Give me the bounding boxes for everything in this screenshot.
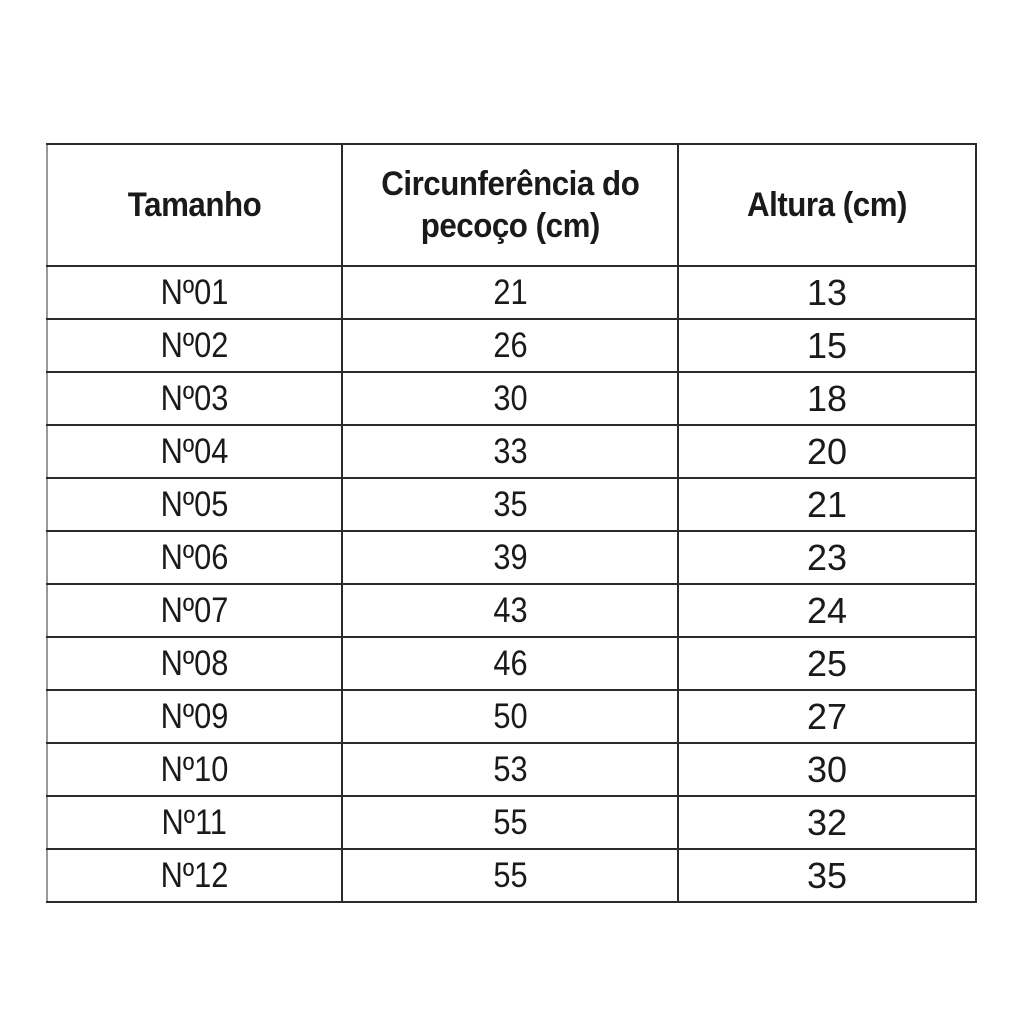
cell-height: [678, 584, 976, 637]
table-row: [47, 266, 976, 319]
table-body: [47, 266, 976, 902]
size-value: Nº04: [160, 431, 229, 471]
table-header: [47, 144, 976, 266]
header-neck-line2: pecoço (cm): [420, 207, 600, 245]
table-row: [47, 478, 976, 531]
table-row: [47, 372, 976, 425]
height-value: 18: [806, 377, 848, 419]
header-neck-label: [381, 163, 639, 248]
cell-size: [47, 743, 342, 796]
neck-value: 50: [492, 696, 528, 736]
cell-neck: [342, 637, 678, 690]
height-value: 35: [806, 854, 848, 896]
cell-height: [678, 849, 976, 902]
cell-height: [678, 743, 976, 796]
cell-size: [47, 319, 342, 372]
cell-neck: [342, 319, 678, 372]
size-value: Nº03: [160, 378, 229, 418]
cell-neck: [342, 584, 678, 637]
size-value: Nº01: [160, 272, 229, 312]
table-row: [47, 796, 976, 849]
cell-neck: [342, 531, 678, 584]
cell-height: [678, 319, 976, 372]
height-value: 15: [806, 324, 848, 366]
cell-size: [47, 372, 342, 425]
cell-neck: [342, 690, 678, 743]
cell-size: [47, 796, 342, 849]
cell-height: [678, 637, 976, 690]
size-value: Nº10: [160, 749, 229, 789]
height-value: 25: [806, 642, 848, 684]
header-row: [47, 144, 976, 266]
height-value: 20: [806, 430, 848, 472]
size-chart-table: [46, 143, 977, 903]
neck-value: 39: [492, 537, 528, 577]
header-neck-line1: Circunferência do: [380, 164, 640, 203]
cell-height: [678, 796, 976, 849]
height-value: 32: [806, 801, 848, 843]
header-size-label: Tamanho: [127, 185, 262, 224]
table-row: [47, 425, 976, 478]
cell-neck: [342, 743, 678, 796]
header-neck-circumference: [342, 144, 678, 266]
table-row: [47, 637, 976, 690]
neck-value: 46: [492, 643, 528, 683]
size-value: Nº09: [160, 696, 229, 736]
table-row: [47, 531, 976, 584]
table-row: [47, 584, 976, 637]
neck-value: 55: [492, 802, 528, 842]
neck-value: 53: [492, 749, 528, 789]
size-value: Nº05: [160, 484, 229, 524]
neck-value: 43: [492, 590, 528, 630]
cell-size: [47, 531, 342, 584]
cell-size: [47, 584, 342, 637]
cell-height: [678, 425, 976, 478]
size-value: Nº08: [160, 643, 229, 683]
size-value: Nº07: [160, 590, 229, 630]
size-value: Nº12: [160, 855, 229, 895]
cell-size: [47, 690, 342, 743]
table-row: [47, 690, 976, 743]
neck-value: 21: [492, 272, 528, 312]
height-value: 21: [806, 483, 848, 525]
cell-size: [47, 849, 342, 902]
cell-neck: [342, 796, 678, 849]
neck-value: 26: [492, 325, 528, 365]
table-row: [47, 743, 976, 796]
cell-size: [47, 425, 342, 478]
cell-height: [678, 478, 976, 531]
cell-neck: [342, 266, 678, 319]
height-value: 27: [806, 695, 848, 737]
height-value: 23: [806, 536, 848, 578]
cell-size: [47, 266, 342, 319]
cell-neck: [342, 478, 678, 531]
size-value: Nº11: [161, 802, 228, 842]
size-value: Nº06: [160, 537, 229, 577]
cell-height: [678, 690, 976, 743]
cell-size: [47, 478, 342, 531]
cell-neck: [342, 372, 678, 425]
height-value: 30: [806, 748, 848, 790]
table-row: [47, 849, 976, 902]
cell-size: [47, 637, 342, 690]
table-row: [47, 319, 976, 372]
size-value: Nº02: [160, 325, 229, 365]
neck-value: 33: [492, 431, 528, 471]
neck-value: 30: [492, 378, 528, 418]
header-height: [678, 144, 976, 266]
cell-neck: [342, 425, 678, 478]
neck-value: 35: [492, 484, 528, 524]
height-value: 24: [806, 589, 848, 631]
header-height-label: Altura (cm): [746, 185, 908, 224]
neck-value: 55: [492, 855, 528, 895]
cell-height: [678, 372, 976, 425]
cell-height: [678, 266, 976, 319]
cell-neck: [342, 849, 678, 902]
header-size: [47, 144, 342, 266]
cell-height: [678, 531, 976, 584]
height-value: 13: [806, 271, 848, 313]
